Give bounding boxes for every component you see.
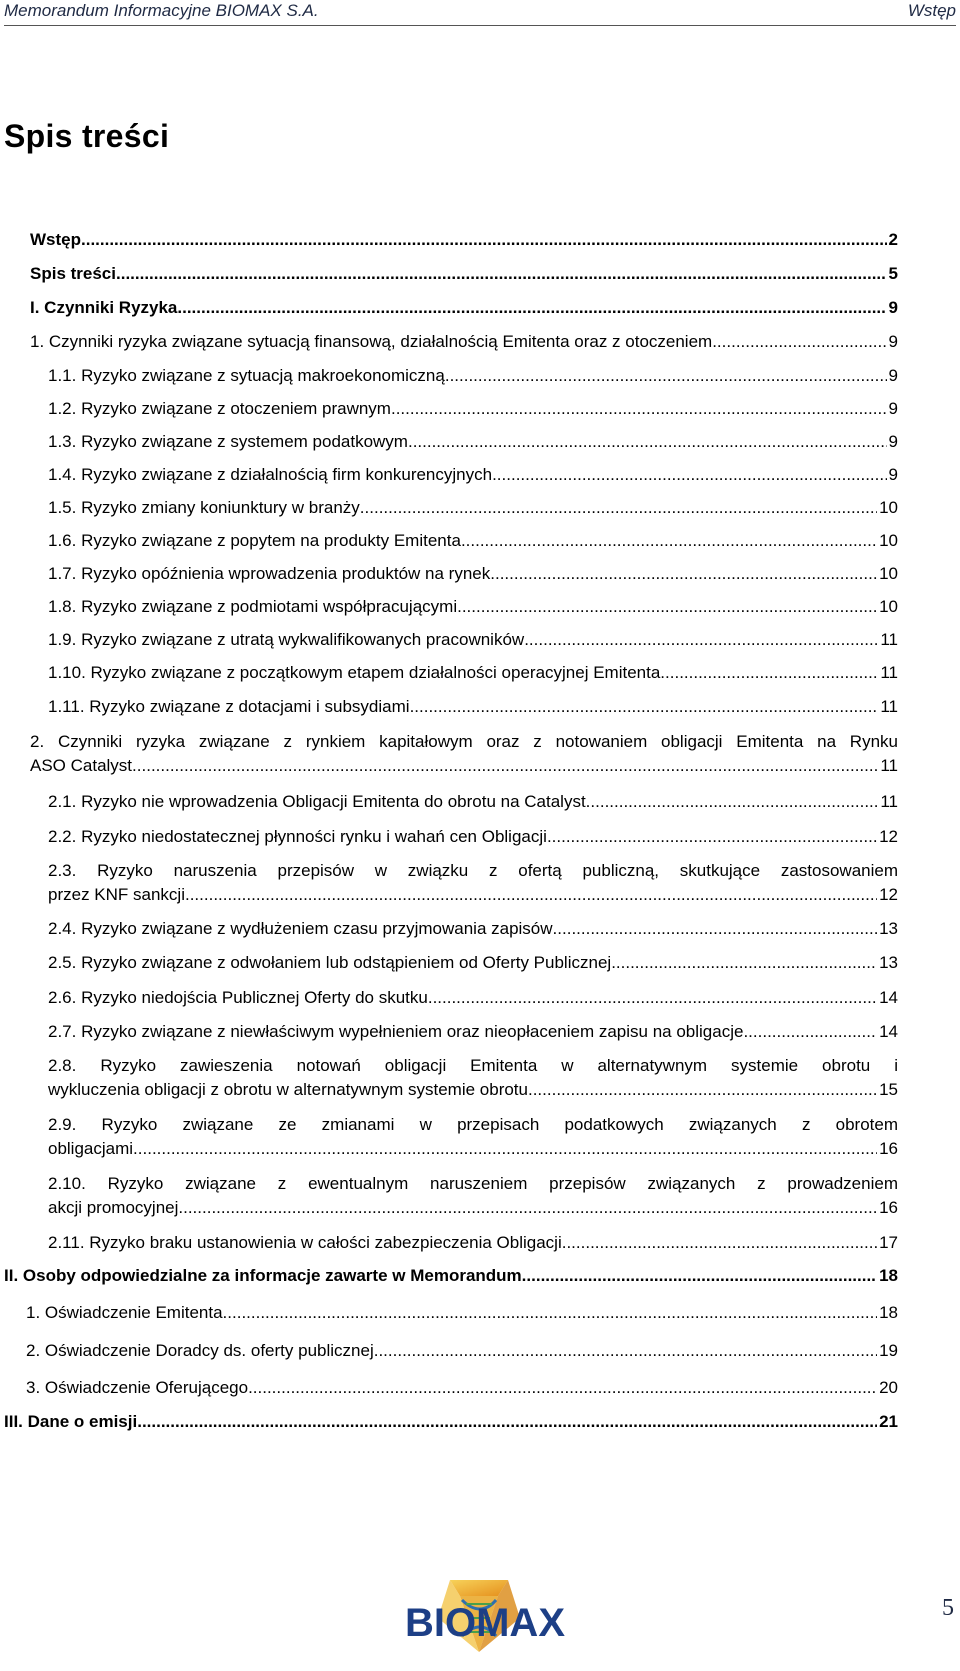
toc-entry[interactable]	[4, 1264, 898, 1288]
toc-entry-page: 5	[888, 264, 898, 283]
toc-entry-page: 10	[879, 498, 898, 517]
toc-entry-page: 10	[879, 597, 898, 616]
toc-entry-page: 21	[879, 1412, 898, 1431]
toc-entry-title: 1.2. Ryzyko związane z otoczeniem prawnym	[48, 399, 391, 418]
toc-entry[interactable]	[48, 859, 898, 907]
header-section-name: Wstęp	[907, 1, 956, 20]
toc-entry-title: 1.3. Ryzyko związane z systemem podatkowym	[48, 432, 408, 451]
toc-entry-title: 2.6. Ryzyko niedojścia Publicznej Oferty do skutku	[48, 988, 428, 1007]
toc-entry[interactable]	[48, 825, 898, 849]
toc-entry-title: 2.7. Ryzyko związane z niewłaściwym wypełnieniem oraz nieopłaceniem zapisu na obligacje	[48, 1022, 744, 1041]
toc-entry-title-continuation: obligacjami	[48, 1139, 134, 1158]
biomax-logo-graphic	[378, 1578, 592, 1654]
toc-entry[interactable]	[26, 1301, 898, 1325]
toc-entry[interactable]	[48, 1113, 898, 1161]
toc-entry-title-continuation: akcji promocyjnej	[48, 1198, 179, 1217]
toc-entry[interactable]	[30, 228, 898, 252]
toc-entry-page: 18	[879, 1303, 898, 1322]
toc-entry-title: 1.5. Ryzyko zmiany koniunktury w branży	[48, 498, 360, 517]
toc-entry-title: 1. Oświadczenie Emitenta	[26, 1303, 223, 1322]
toc-entry[interactable]	[48, 364, 898, 388]
page-title: Spis treści	[4, 118, 170, 154]
toc-entry-page: 12	[879, 827, 898, 846]
toc-entry-title: 1.10. Ryzyko związane z początkowym etapem działalności operacyjnej Emitenta	[48, 663, 661, 682]
toc-entry[interactable]	[48, 917, 898, 941]
toc-entry-page: 11	[880, 756, 898, 775]
toc-entry-page: 12	[879, 885, 898, 904]
toc-entry[interactable]	[48, 628, 898, 652]
toc-entry[interactable]	[48, 430, 898, 454]
toc-entry-title: 1.8. Ryzyko związane z podmiotami współpracującymi	[48, 597, 458, 616]
toc-entry[interactable]	[30, 262, 898, 286]
logo-wordmark: BIOMAX	[405, 1601, 565, 1645]
toc-entry[interactable]	[26, 1339, 898, 1363]
toc-entry[interactable]	[48, 463, 898, 487]
toc-entry-title: 1.4. Ryzyko związane z działalnością firm konkurencyjnych	[48, 465, 493, 484]
toc-entry-title: 2.3. Ryzyko naruszenia przepisów w związku z ofertą publiczną, skutkujące zastosowaniem	[48, 861, 898, 880]
toc-entry-page: 20	[879, 1378, 898, 1397]
toc-entry-title: 1.1. Ryzyko związane z sytuacją makroekonomiczną	[48, 366, 445, 385]
toc-entry-page: 9	[888, 399, 898, 418]
toc-entry[interactable]	[30, 330, 898, 354]
toc-entry-page: 9	[888, 366, 898, 385]
toc-entry-page: 17	[879, 1233, 898, 1252]
toc-entry[interactable]	[4, 1410, 898, 1434]
running-header	[4, 1, 956, 23]
toc-entry[interactable]	[48, 1054, 898, 1102]
toc-entry[interactable]	[48, 695, 898, 719]
toc-entry[interactable]	[48, 1231, 898, 1255]
toc-entry[interactable]	[26, 1376, 898, 1400]
toc-entry-title: 2.5. Ryzyko związane z odwołaniem lub odstąpieniem od Oferty Publicznej	[48, 953, 612, 972]
toc-entry-title: 1.6. Ryzyko związane z popytem na produkty Emitenta	[48, 531, 461, 550]
toc-entry[interactable]	[48, 562, 898, 586]
toc-entry-title: 1. Czynniki ryzyka związane sytuacją finansową, działalnością Emitenta oraz z otoczeniem	[30, 332, 713, 351]
toc-entry[interactable]	[48, 1172, 898, 1220]
toc-entry[interactable]	[48, 986, 898, 1010]
toc-entry[interactable]	[48, 790, 898, 814]
toc-entry[interactable]	[48, 397, 898, 421]
biomax-logo	[378, 1578, 592, 1654]
toc-entry-page: 11	[880, 792, 898, 811]
toc-entry-title: 2.11. Ryzyko braku ustanowienia w całości zabezpieczenia Obligacji	[48, 1233, 562, 1252]
toc-entry-title: Wstęp	[30, 230, 81, 249]
toc-entry-page: 10	[879, 564, 898, 583]
toc-entry-title: 1.11. Ryzyko związane z dotacjami i subsydiami	[48, 697, 410, 716]
toc-entry-title: II. Osoby odpowiedzialne za informacje zawarte w Memorandum	[4, 1266, 522, 1285]
toc-entry-title: 2.8. Ryzyko zawieszenia notowań obligacji Emitenta w alternatywnym systemie obrotu i	[48, 1056, 898, 1075]
toc-entry-page: 14	[879, 988, 898, 1007]
toc-entry-title-continuation: ASO Catalyst	[30, 756, 133, 775]
toc-entry-page: 13	[879, 919, 898, 938]
toc-entry-page: 16	[879, 1139, 898, 1158]
toc-entry-title-continuation: przez KNF sankcji	[48, 885, 185, 904]
toc-entry-page: 9	[888, 432, 898, 451]
toc-entry-title: III. Dane o emisji	[4, 1412, 138, 1431]
toc-entry-page: 14	[879, 1022, 898, 1041]
toc-entry[interactable]	[48, 951, 898, 975]
toc-entry-title: 2. Czynniki ryzyka związane z rynkiem kapitałowym oraz z notowaniem obligacji Emitenta na Rynku	[30, 732, 898, 751]
toc-entry-title: 3. Oświadczenie Oferującego	[26, 1378, 249, 1397]
toc-entry-page: 15	[879, 1080, 898, 1099]
toc-entry-page: 18	[879, 1266, 898, 1285]
toc-entry-title: Spis treści	[30, 264, 116, 283]
header-document-title: Memorandum Informacyjne BIOMAX S.A.	[4, 1, 319, 20]
toc-entry-page: 2	[888, 230, 898, 249]
toc-entry[interactable]	[48, 496, 898, 520]
toc-entry-page: 10	[879, 531, 898, 550]
toc-entry-title: 2.1. Ryzyko nie wprowadzenia Obligacji Emitenta do obrotu na Catalyst	[48, 792, 586, 811]
toc-entry[interactable]	[30, 296, 898, 320]
toc-entry[interactable]	[48, 661, 898, 685]
toc-entry-page: 19	[879, 1341, 898, 1360]
toc-entry[interactable]	[30, 730, 898, 778]
toc-entry[interactable]	[48, 529, 898, 553]
toc-entry-page: 13	[879, 953, 898, 972]
toc-entry-title: 2.4. Ryzyko związane z wydłużeniem czasu przyjmowania zapisów	[48, 919, 553, 938]
toc-entry-title: 2.9. Ryzyko związane ze zmianami w przepisach podatkowych związanych z obrotem	[48, 1115, 898, 1134]
header-rule	[4, 25, 956, 26]
toc-entry-title: 1.7. Ryzyko opóźnienia wprowadzenia produktów na rynek	[48, 564, 491, 583]
toc-entry[interactable]	[48, 595, 898, 619]
toc-entry-title: 2.2. Ryzyko niedostatecznej płynności rynku i wahań cen Obligacji	[48, 827, 547, 846]
toc-entry-page: 9	[888, 465, 898, 484]
toc-entry-title: 2.10. Ryzyko związane z ewentualnym naruszeniem przepisów związanych z prowadzeniem	[48, 1174, 898, 1193]
toc-entry-page: 11	[880, 663, 898, 682]
toc-entry-title-continuation: wykluczenia obligacji z obrotu w alternatywnym systemie obrotu	[48, 1080, 528, 1099]
toc-entry-page: 9	[888, 298, 898, 317]
toc-entry-page: 16	[879, 1198, 898, 1217]
toc-entry-title: 1.9. Ryzyko związane z utratą wykwalifikowanych pracowników	[48, 630, 525, 649]
toc-entry-page: 9	[888, 332, 898, 351]
page-number: 5	[942, 1595, 954, 1621]
toc-entry-page: 11	[880, 630, 898, 649]
toc-entry-title: 2. Oświadczenie Doradcy ds. oferty publicznej	[26, 1341, 374, 1360]
toc-entry-page: 11	[880, 697, 898, 716]
toc-entry[interactable]	[48, 1020, 898, 1044]
toc-entry-title: I. Czynniki Ryzyka	[30, 298, 178, 317]
